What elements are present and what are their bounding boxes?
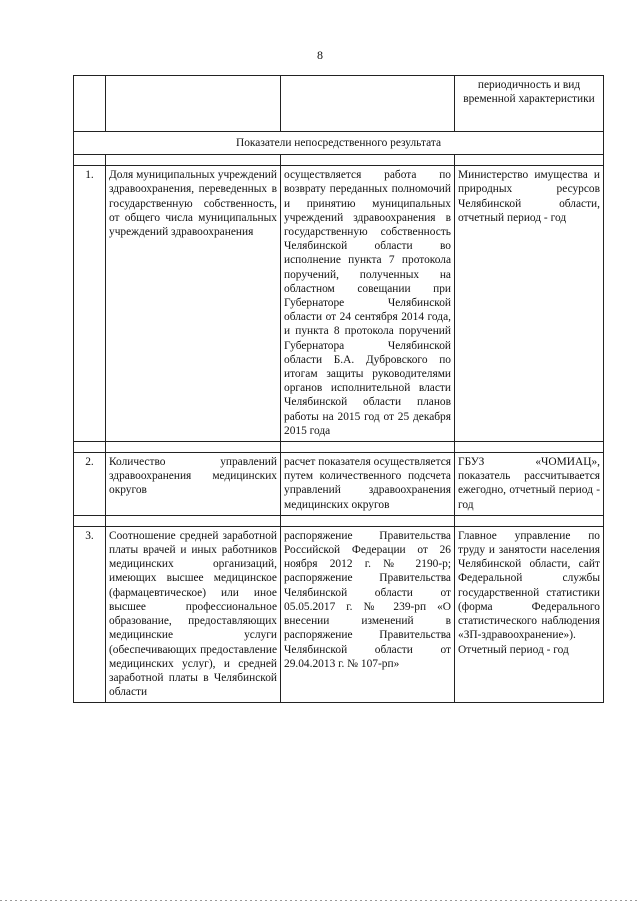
table-row (74, 453, 604, 516)
calculation-method: осуществляется работа по возврату переданных полномочий и принятию муниципальных учреждений здравоохранения в государственную собственность Челябинской области во исполнение пункта 7 протокола поручений, полученных на областном совещании при Губернаторе Челябинской области от 24 сентября 2014 года, и пункта 8 протокола поручений Губернатора Челябинской области Б.А. Дубровского по итогам защиты руководителями органов исполнительной власти Челябинской области планов работы на 2015 год от 25 декабря 2015 года (281, 166, 455, 442)
data-source: Министерство имущества и природных ресурсов Челябинской области, отчетный период - год (455, 166, 604, 442)
header-cell-number (74, 76, 106, 132)
indicator-name: Соотношение средней заработной платы врачей и иных работников медицинских организаций, имеющих высшее медицинское (фармацевтическое) или иное высшее профессиональное образование, предоставляющих медицинские услуги (обеспечивающих предоставление медицинских услуг), и средней заработной платы в Челябинской области (106, 526, 281, 702)
indicators-table (73, 75, 604, 703)
row-number: 3. (74, 526, 106, 702)
row-number: 2. (74, 453, 106, 516)
calculation-method: распоряжение Правительства Российской Федерации от 26 ноября 2012 г. № 2190-р; распоряжение Правительства Челябинской области от 05.05.2017 г. № 239-рп «О внесении изменений в распоряжение Правительства Челябинской области от 29.04.2013 г. № 107-рп» (281, 526, 455, 702)
spacer-row (74, 155, 604, 166)
calculation-method: расчет показателя осуществляется путем количественного подсчета управлений здравоохранения медицинских округов (281, 453, 455, 516)
section-title: Показатели непосредственного результата (74, 132, 604, 155)
table-row (74, 526, 604, 702)
data-source: Главное управление по труду и занятости населения Челябинской области, сайт Федеральной службы государственной статистики (форма Федерального статистического наблюдения «ЗП-здравоохранение»). Отчетный период - год (455, 526, 604, 702)
spacer-row (74, 442, 604, 453)
indicator-name: Количество управлений здравоохранения медицинских округов (106, 453, 281, 516)
section-title-row (74, 132, 604, 155)
table-header-row (74, 76, 604, 132)
indicator-name: Доля муниципальных учреждений здравоохранения, переведенных в государственную собственность, от общего числа муниципальных учреждений здравоохранения (106, 166, 281, 442)
header-cell-method (281, 76, 455, 132)
footer-scan-line (0, 900, 640, 901)
data-source: ГБУЗ «ЧОМИАЦ», показатель рассчитывается ежегодно, отчетный период - год (455, 453, 604, 516)
spacer-row (74, 515, 604, 526)
page-number: 8 (317, 48, 323, 62)
header-cell-indicator (106, 76, 281, 132)
row-number: 1. (74, 166, 106, 442)
header-cell-periodicity: периодичность и вид временной характеристики (455, 76, 604, 132)
table-row (74, 166, 604, 442)
